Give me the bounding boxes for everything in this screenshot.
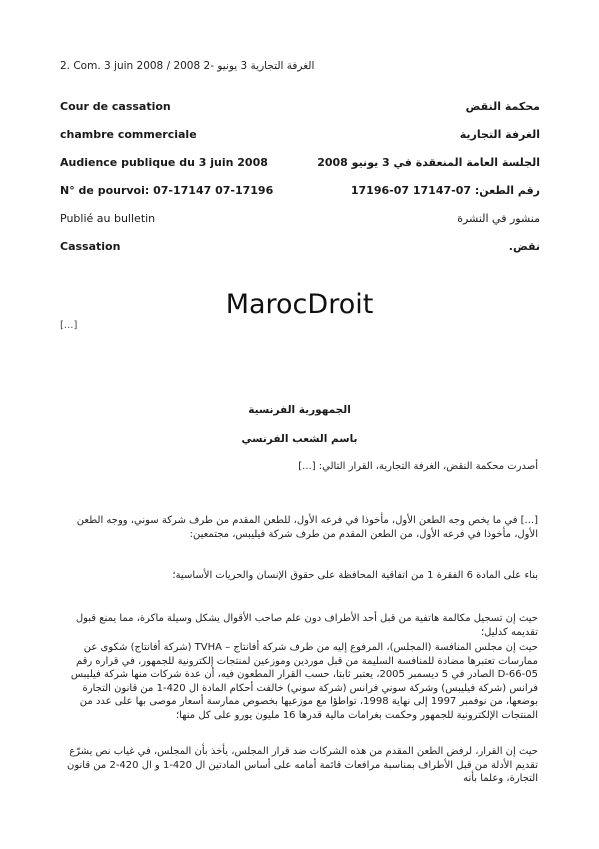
in-name-heading: باسم الشعب الفرنسي [241, 433, 358, 445]
outcome-ar: نقض. [508, 239, 540, 253]
info-row-outcome [60, 237, 540, 255]
paragraph-intro: أصدرت محكمة النقض، الغرفة التجارية، القرار التالي: [...] [298, 461, 538, 472]
info-row-court [60, 97, 540, 115]
info-row-published [60, 209, 540, 227]
republic-heading: الجمهورية الفرنسية [248, 404, 351, 416]
info-row-hearing [60, 153, 540, 171]
court-fr: Cour de cassation [60, 99, 171, 113]
paragraph-decision: حيث إن القرار، لرفض الطعن المقدم من هذه الشركات ضد قرار المجلس، يأخذ بأن المجلس، في غياب نص يشرّع تقديم الأدلة من قبل الأطراف بمناسبة مرافعات قائمة أمامه على أساس المادتين ال 420-1 و ال 420-2 من قانون التجارة، وعلما بأنه [66, 746, 538, 784]
hearing-ar: الجلسة العامة المنعقدة في 3 يونيو 2008 [317, 155, 540, 169]
info-row-appeal-number [60, 181, 540, 199]
hearing-fr: Audience publique du 3 juin 2008 [60, 155, 268, 169]
paragraph-grounds: [...] في ما يخص وجه الطعن الأول، مأخوذا في فرعه الأول، للطعن المقدم من طرف شركة سوني، ووجه الطعن الأول، مأخوذا في فرعه الأول، من الطعن المقدم من طرف شركة فيليبس، مجتمعين: [76, 515, 538, 540]
paragraph-council: حيث إن مجلس المنافسة (المجلس)، المرفوع إليه من طرف شركة أفانتاج – TVHA (شركة أفانتاج) شكوى عن ممارسات تعتبرها مضادة للمنافسة السليمة من قبل موردين وموزعين لمنتجات إلكترونية للجمهور، في قراره رقم 05-D-66 الصادر في 5 ديسمبر 2005، يعتبر ثابتا، حسب القرار المطعون فيه، أن عدة شركات منها شركة فيليبس فرانس (شركة فيليبس) وشركة سوني فرانس (شركة سوني) خالفت أحكام المادة ال 420-1 من قانون التجارة بوضعها، من نوفمبر 1997 إلى نهاية 1998، تواطؤا مع موزعيها بخصوص ممارسة أسعار موصى بها على عدد من المنتجات الإلكترونية للجمهور وحكمت بغرامات مالية قدرها 16 مليون يورو على كل منها؛ [70, 642, 538, 721]
appeal-number-ar: رقم الطعن: 07-17147 07-17196 [350, 183, 540, 197]
appeal-number-fr: N° de pourvoi: 07-17147 07-17196 [60, 183, 274, 197]
outcome-fr: Cassation [60, 239, 121, 253]
chamber-ar: الغرفة التجارية [459, 127, 540, 141]
info-row-chamber [60, 125, 540, 143]
court-ar: محكمة النقض [465, 99, 540, 113]
published-ar: منشور في النشرة [457, 211, 540, 225]
chamber-fr: chambre commerciale [60, 127, 197, 141]
paragraph-recording: حيث إن تسجيل مكالمة هاتفية من قبل أحد الأطراف دون علم صاحب الأقوال يشكل وسيلة ماكرة، مما يمنع قبول تقديمه كدليل؛ [75, 613, 538, 638]
paragraph-legal-basis: بناء على المادة 6 الفقرة 1 من اتفاقية المحافظة على حقوق الإنسان والحريات الأساسية؛ [172, 570, 538, 581]
omission-marker: [...] [60, 320, 78, 331]
published-fr: Publié au bulletin [60, 211, 156, 225]
case-reference: 2. Com. 3 juin 2008 / 2008 الغرفة التجارية 3 يونيو -2 [60, 60, 315, 72]
brand-watermark: MarocDroit [225, 289, 374, 320]
